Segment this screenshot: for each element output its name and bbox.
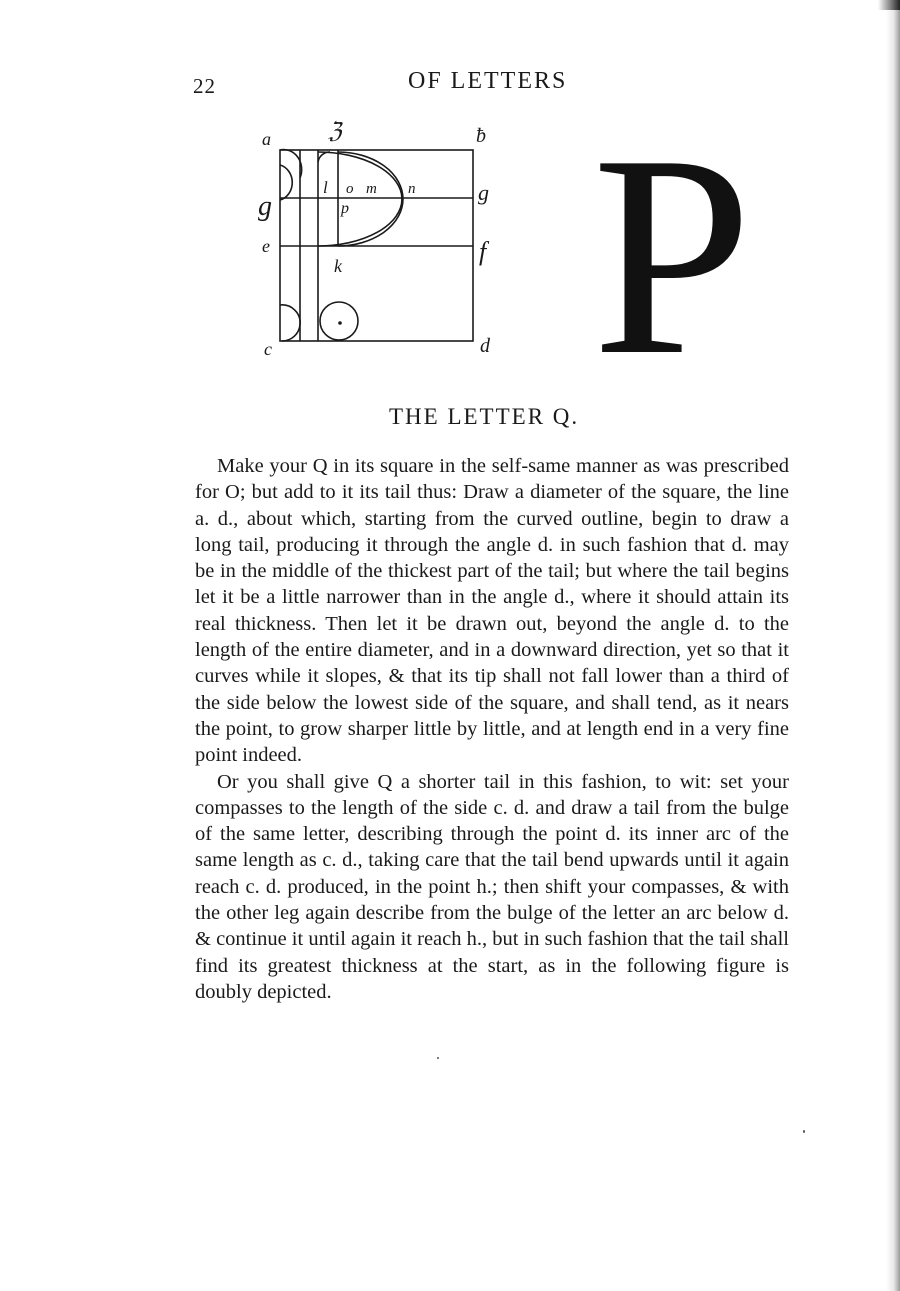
lower-left-serif-arc — [280, 305, 300, 325]
upper-serif-arc — [280, 165, 292, 200]
label-d: d — [480, 335, 490, 357]
paper-speck — [803, 1130, 805, 1133]
running-head: OF LETTERS — [408, 68, 568, 94]
bowl-outer-arc — [338, 152, 403, 246]
page-number: 22 — [193, 74, 216, 98]
label-a: a — [262, 129, 271, 149]
paragraph-1: Make your Q in its square in the self-same manner as was prescribed for O; but add to it its tail thus: Draw a diameter of the square, the line a. d., about which, starting from the curved outline, begin to draw a long tail, producing it through the angle d. in such fashion that d. may be in the middle of the thickest part of the tail; but where the tail begins let it be a little narrower than in the angle d., where it should attain its real thickness. Then let it be drawn out, beyond the angle d. to the length of the entire diameter, and in a downward direction, yet so that it curves while it slopes, & that its tip shall not fall lower than a third of the side below the lowest side of the square, and shall tend, as it nears the point, to grow sharper little by little, and at length end in a very fine point indeed. — [195, 455, 789, 767]
paper-speck — [437, 1057, 439, 1059]
label-l: l — [323, 178, 328, 197]
foot-serif-circle — [320, 302, 358, 340]
label-g-left: g — [258, 191, 272, 222]
letter-p-construction-diagram — [0, 0, 900, 415]
label-k: k — [334, 256, 342, 276]
label-p: p — [341, 200, 349, 217]
label-c: c — [264, 339, 272, 359]
section-title: THE LETTER Q. — [389, 404, 580, 429]
foot-circle-center — [338, 321, 342, 325]
printed-letter-p: P — [592, 96, 753, 415]
label-e: e — [262, 236, 270, 256]
label-o: o — [346, 181, 354, 197]
stem-top-serif-arc — [318, 152, 330, 162]
label-z: ℨ — [328, 118, 342, 143]
bottom-left-serif-arc — [282, 325, 300, 341]
label-n: n — [408, 181, 416, 197]
label-g-right: g — [478, 180, 489, 205]
bowl-inner-arc — [318, 152, 402, 246]
body-text — [195, 453, 789, 1005]
label-b: ƀ — [476, 125, 486, 147]
paragraph-2: Or you shall give Q a shorter tail in this fashion, to wit: set your compasses to the length of the side c. d. and draw a tail from the bulge of the same letter, describing through the point d. its inner arc of the same length as c. d., taking care that the tail bend upwards until it again reach c. d. produced, in the point h.; then shift your compasses, & with the other leg again describe from the bulge of the letter an arc below d. & continue it until again it reach h., but in such fashion that the tail shall find its greatest thickness at the start, as in the following figure is doubly depicted. — [195, 770, 789, 1003]
label-m: m — [366, 181, 377, 197]
label-f: f — [479, 237, 487, 266]
